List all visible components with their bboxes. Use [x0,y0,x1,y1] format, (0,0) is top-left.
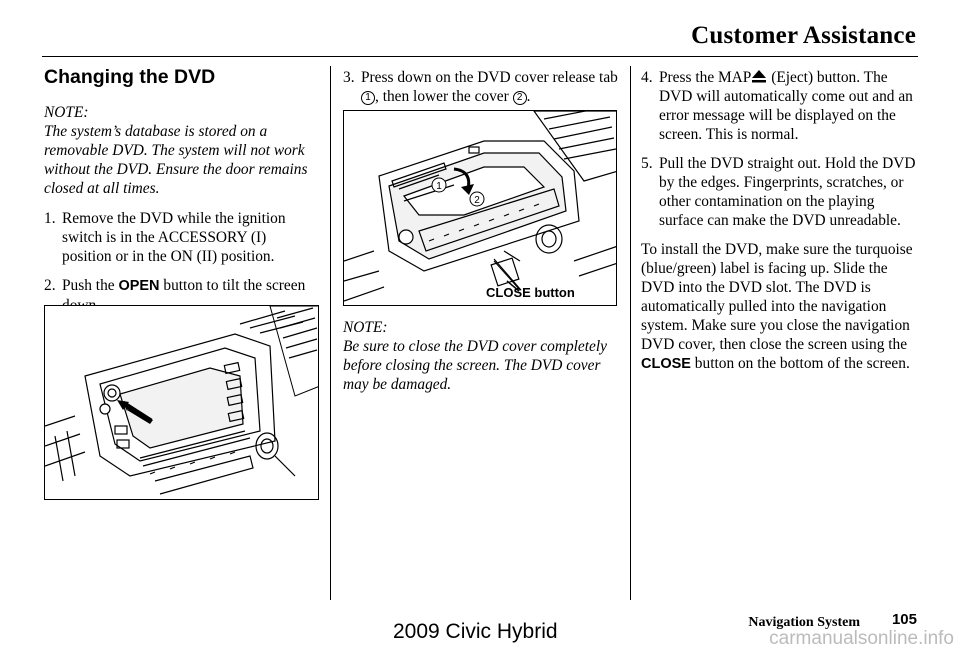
step-1 [44,209,319,266]
callout-1-icon [432,178,446,192]
step-text-part: Press the MAP [659,69,752,86]
dvd-cover-illustration [344,111,617,306]
step-3 [343,68,621,106]
watermark: carmanualsonline.info [769,628,954,649]
column-right [641,68,921,385]
column-left [44,66,319,325]
step-text: Remove the DVD while the ignition switch is in the ACCESSORY (I) position or in the ON (II) position. [62,210,286,265]
step-number: 5. [641,155,653,172]
install-paragraph [641,240,921,374]
step-5 [641,154,921,230]
eject-icon [751,69,767,83]
column-divider [330,66,331,600]
figure-dvd-cover [343,110,617,306]
paragraph-text-part: To install the DVD, make sure the turquoise (blue/green) label is facing up. Slide the DVD into the DVD slot. The DVD is automatically pulled into the navigation system. Make sure you close the navigation DVD cover, then close the screen using the [641,241,913,353]
svg-text:2: 2 [474,195,480,206]
note-text: Be sure to close the DVD cover completely before closing the screen. The DVD cover may be damaged. [343,338,607,393]
svg-text:1: 1 [436,181,442,192]
step-4 [641,68,921,144]
step-text: Pull the DVD straight out. Hold the DVD by the edges. Fingerprints, scratches, or other contamination on the playing surface can make the DVD unreadable. [659,155,916,229]
step-number: 3. [343,69,355,86]
page-header-title: Customer Assistance [691,22,916,49]
note-text: The system’s database is stored on a removable DVD. The system will not work without the DVD. Ensure the door remains closed at all times. [44,123,308,197]
page-number: 105 [891,611,917,628]
step-text-part: button to tilt the screen [163,277,306,294]
note-label: NOTE: [44,104,89,121]
step-text-part: , then lower the cover [375,88,513,105]
callout-2-icon [470,192,484,206]
column-middle-note [343,318,621,405]
note-label: NOTE: [343,319,388,336]
step-number: 1. [44,210,56,227]
column-middle [343,68,621,116]
callout-1-icon: 1 [361,91,375,105]
callout-2-icon: 2 [513,91,527,105]
step-text-part: . [526,88,531,105]
vehicle-model-label: 2009 Civic Hybrid [393,620,558,643]
close-button-caption: CLOSE button [486,285,575,300]
step-text [659,68,921,144]
header-rule [42,56,918,57]
paragraph-text-part: button on the bottom of the screen. [690,355,910,372]
step-text-part: (Eject) button. The DVD will automatically come out and an error message will be displayed on the screen. This is normal. [659,69,913,143]
figure-open-button [44,305,319,500]
footer-section-label: Navigation System [748,615,860,630]
step-text [361,68,621,106]
step-number: 2. [44,277,56,294]
close-button-label: CLOSE [641,356,691,372]
column-divider [630,66,631,600]
step-number: 4. [641,69,653,86]
dashboard-illustration [45,306,319,500]
section-title: Changing the DVD [44,66,216,88]
step-text-part: Press down on the DVD cover release tab [361,69,618,86]
step-text-part: Push the [62,277,119,294]
open-button-label: OPEN [118,278,160,294]
